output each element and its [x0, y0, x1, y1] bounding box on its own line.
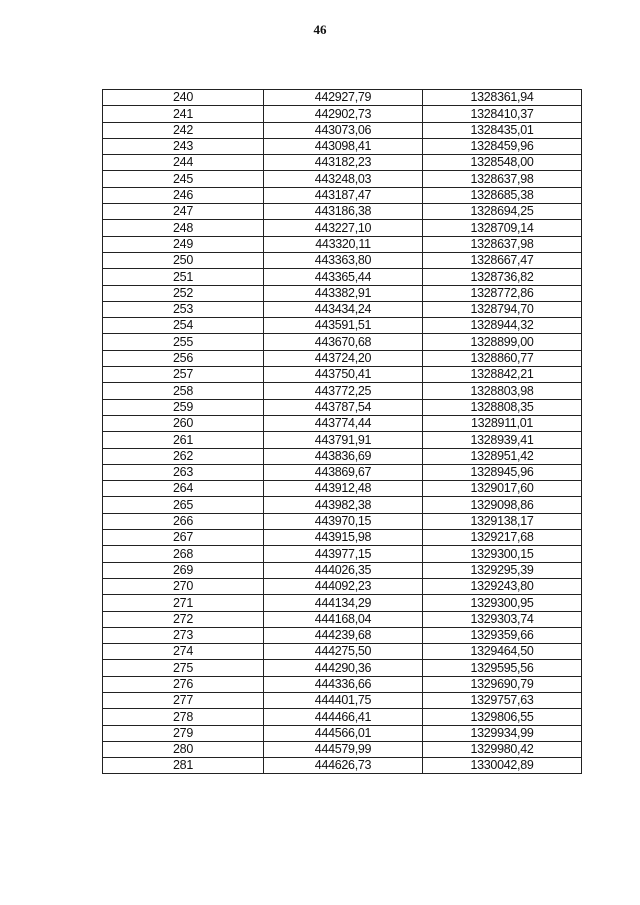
x-coordinate-cell: 444168,04: [264, 611, 423, 627]
point-number-cell: 246: [103, 187, 264, 203]
point-number-cell: 271: [103, 595, 264, 611]
point-number-cell: 270: [103, 578, 264, 594]
y-coordinate-cell: 1328945,96: [423, 464, 582, 480]
table-row: [103, 90, 582, 106]
table-row: [103, 676, 582, 692]
table-row: [103, 383, 582, 399]
x-coordinate-cell: 443073,06: [264, 122, 423, 138]
x-coordinate-cell: 443869,67: [264, 464, 423, 480]
y-coordinate-cell: 1329690,79: [423, 676, 582, 692]
x-coordinate-cell: 444239,68: [264, 627, 423, 643]
x-coordinate-cell: 443915,98: [264, 530, 423, 546]
point-number-cell: 260: [103, 415, 264, 431]
table-row: [103, 301, 582, 317]
y-coordinate-cell: 1329138,17: [423, 513, 582, 529]
table-row: [103, 204, 582, 220]
table-row: [103, 285, 582, 301]
y-coordinate-cell: 1328637,98: [423, 236, 582, 252]
y-coordinate-cell: 1328842,21: [423, 367, 582, 383]
table-row: [103, 464, 582, 480]
x-coordinate-cell: 443836,69: [264, 448, 423, 464]
x-coordinate-cell: 443787,54: [264, 399, 423, 415]
x-coordinate-cell: 444092,23: [264, 578, 423, 594]
y-coordinate-cell: 1328899,00: [423, 334, 582, 350]
x-coordinate-cell: 443320,11: [264, 236, 423, 252]
point-number-cell: 242: [103, 122, 264, 138]
point-number-cell: 240: [103, 90, 264, 106]
y-coordinate-cell: 1328459,96: [423, 138, 582, 154]
point-number-cell: 250: [103, 252, 264, 268]
y-coordinate-cell: 1329300,95: [423, 595, 582, 611]
table-row: [103, 497, 582, 513]
table-row: [103, 236, 582, 252]
table-row: [103, 530, 582, 546]
table-row: [103, 432, 582, 448]
point-number-cell: 274: [103, 644, 264, 660]
point-number-cell: 248: [103, 220, 264, 236]
y-coordinate-cell: 1329243,80: [423, 578, 582, 594]
point-number-cell: 277: [103, 692, 264, 708]
x-coordinate-cell: 443365,44: [264, 269, 423, 285]
table-body: [103, 90, 582, 774]
y-coordinate-cell: 1328944,32: [423, 318, 582, 334]
x-coordinate-cell: 444134,29: [264, 595, 423, 611]
table-row: [103, 513, 582, 529]
table-row: [103, 611, 582, 627]
table-row: [103, 220, 582, 236]
y-coordinate-cell: 1328860,77: [423, 350, 582, 366]
table-row: [103, 562, 582, 578]
y-coordinate-cell: 1329217,68: [423, 530, 582, 546]
y-coordinate-cell: 1329295,39: [423, 562, 582, 578]
y-coordinate-cell: 1329098,86: [423, 497, 582, 513]
table-row: [103, 758, 582, 774]
y-coordinate-cell: 1328794,70: [423, 301, 582, 317]
x-coordinate-cell: 443227,10: [264, 220, 423, 236]
point-number-cell: 264: [103, 481, 264, 497]
y-coordinate-cell: 1328951,42: [423, 448, 582, 464]
coordinates-table: [102, 89, 582, 774]
point-number-cell: 253: [103, 301, 264, 317]
y-coordinate-cell: 1329017,60: [423, 481, 582, 497]
x-coordinate-cell: 444566,01: [264, 725, 423, 741]
point-number-cell: 258: [103, 383, 264, 399]
table-row: [103, 644, 582, 660]
point-number-cell: 267: [103, 530, 264, 546]
point-number-cell: 249: [103, 236, 264, 252]
y-coordinate-cell: 1328667,47: [423, 252, 582, 268]
table-row: [103, 350, 582, 366]
table-row: [103, 171, 582, 187]
point-number-cell: 269: [103, 562, 264, 578]
table-row: [103, 415, 582, 431]
table-row: [103, 334, 582, 350]
y-coordinate-cell: 1328410,37: [423, 106, 582, 122]
y-coordinate-cell: 1330042,89: [423, 758, 582, 774]
y-coordinate-cell: 1328548,00: [423, 155, 582, 171]
y-coordinate-cell: 1329934,99: [423, 725, 582, 741]
table-row: [103, 187, 582, 203]
x-coordinate-cell: 443774,44: [264, 415, 423, 431]
x-coordinate-cell: 444290,36: [264, 660, 423, 676]
x-coordinate-cell: 443363,80: [264, 252, 423, 268]
x-coordinate-cell: 443970,15: [264, 513, 423, 529]
y-coordinate-cell: 1328637,98: [423, 171, 582, 187]
table-row: [103, 627, 582, 643]
x-coordinate-cell: 443434,24: [264, 301, 423, 317]
point-number-cell: 265: [103, 497, 264, 513]
x-coordinate-cell: 443248,03: [264, 171, 423, 187]
y-coordinate-cell: 1328435,01: [423, 122, 582, 138]
table-row: [103, 741, 582, 757]
point-number-cell: 245: [103, 171, 264, 187]
table-row: [103, 692, 582, 708]
x-coordinate-cell: 444579,99: [264, 741, 423, 757]
table-row: [103, 709, 582, 725]
table-row: [103, 725, 582, 741]
table-row: [103, 318, 582, 334]
table-row: [103, 106, 582, 122]
point-number-cell: 268: [103, 546, 264, 562]
x-coordinate-cell: 443591,51: [264, 318, 423, 334]
point-number-cell: 280: [103, 741, 264, 757]
x-coordinate-cell: 443982,38: [264, 497, 423, 513]
x-coordinate-cell: 444026,35: [264, 562, 423, 578]
y-coordinate-cell: 1329300,15: [423, 546, 582, 562]
table-row: [103, 481, 582, 497]
x-coordinate-cell: 442902,73: [264, 106, 423, 122]
table-row: [103, 122, 582, 138]
point-number-cell: 256: [103, 350, 264, 366]
y-coordinate-cell: 1328939,41: [423, 432, 582, 448]
point-number-cell: 263: [103, 464, 264, 480]
y-coordinate-cell: 1329303,74: [423, 611, 582, 627]
point-number-cell: 266: [103, 513, 264, 529]
x-coordinate-cell: 443772,25: [264, 383, 423, 399]
point-number-cell: 259: [103, 399, 264, 415]
x-coordinate-cell: 444626,73: [264, 758, 423, 774]
table-row: [103, 595, 582, 611]
x-coordinate-cell: 444466,41: [264, 709, 423, 725]
x-coordinate-cell: 443791,91: [264, 432, 423, 448]
y-coordinate-cell: 1329595,56: [423, 660, 582, 676]
table-row: [103, 578, 582, 594]
point-number-cell: 241: [103, 106, 264, 122]
y-coordinate-cell: 1328694,25: [423, 204, 582, 220]
table-row: [103, 252, 582, 268]
y-coordinate-cell: 1329980,42: [423, 741, 582, 757]
x-coordinate-cell: 443098,41: [264, 138, 423, 154]
x-coordinate-cell: 444275,50: [264, 644, 423, 660]
x-coordinate-cell: 444336,66: [264, 676, 423, 692]
table-row: [103, 367, 582, 383]
table-row: [103, 546, 582, 562]
x-coordinate-cell: 443724,20: [264, 350, 423, 366]
x-coordinate-cell: 443670,68: [264, 334, 423, 350]
table-row: [103, 138, 582, 154]
point-number-cell: 281: [103, 758, 264, 774]
x-coordinate-cell: 444401,75: [264, 692, 423, 708]
table-row: [103, 660, 582, 676]
table-row: [103, 155, 582, 171]
x-coordinate-cell: 443912,48: [264, 481, 423, 497]
table-row: [103, 269, 582, 285]
x-coordinate-cell: 443750,41: [264, 367, 423, 383]
y-coordinate-cell: 1329757,63: [423, 692, 582, 708]
x-coordinate-cell: 442927,79: [264, 90, 423, 106]
point-number-cell: 255: [103, 334, 264, 350]
x-coordinate-cell: 443382,91: [264, 285, 423, 301]
point-number-cell: 257: [103, 367, 264, 383]
point-number-cell: 247: [103, 204, 264, 220]
point-number-cell: 275: [103, 660, 264, 676]
y-coordinate-cell: 1328772,86: [423, 285, 582, 301]
point-number-cell: 273: [103, 627, 264, 643]
y-coordinate-cell: 1329464,50: [423, 644, 582, 660]
y-coordinate-cell: 1328736,82: [423, 269, 582, 285]
point-number-cell: 251: [103, 269, 264, 285]
point-number-cell: 252: [103, 285, 264, 301]
point-number-cell: 272: [103, 611, 264, 627]
y-coordinate-cell: 1328808,35: [423, 399, 582, 415]
y-coordinate-cell: 1328803,98: [423, 383, 582, 399]
y-coordinate-cell: 1328361,94: [423, 90, 582, 106]
x-coordinate-cell: 443977,15: [264, 546, 423, 562]
table-row: [103, 448, 582, 464]
y-coordinate-cell: 1328685,38: [423, 187, 582, 203]
point-number-cell: 276: [103, 676, 264, 692]
point-number-cell: 244: [103, 155, 264, 171]
point-number-cell: 278: [103, 709, 264, 725]
y-coordinate-cell: 1328709,14: [423, 220, 582, 236]
x-coordinate-cell: 443186,38: [264, 204, 423, 220]
y-coordinate-cell: 1329806,55: [423, 709, 582, 725]
point-number-cell: 262: [103, 448, 264, 464]
page-number: 46: [313, 22, 327, 37]
point-number-cell: 254: [103, 318, 264, 334]
x-coordinate-cell: 443182,23: [264, 155, 423, 171]
x-coordinate-cell: 443187,47: [264, 187, 423, 203]
table-row: [103, 399, 582, 415]
y-coordinate-cell: 1328911,01: [423, 415, 582, 431]
point-number-cell: 279: [103, 725, 264, 741]
y-coordinate-cell: 1329359,66: [423, 627, 582, 643]
point-number-cell: 243: [103, 138, 264, 154]
point-number-cell: 261: [103, 432, 264, 448]
